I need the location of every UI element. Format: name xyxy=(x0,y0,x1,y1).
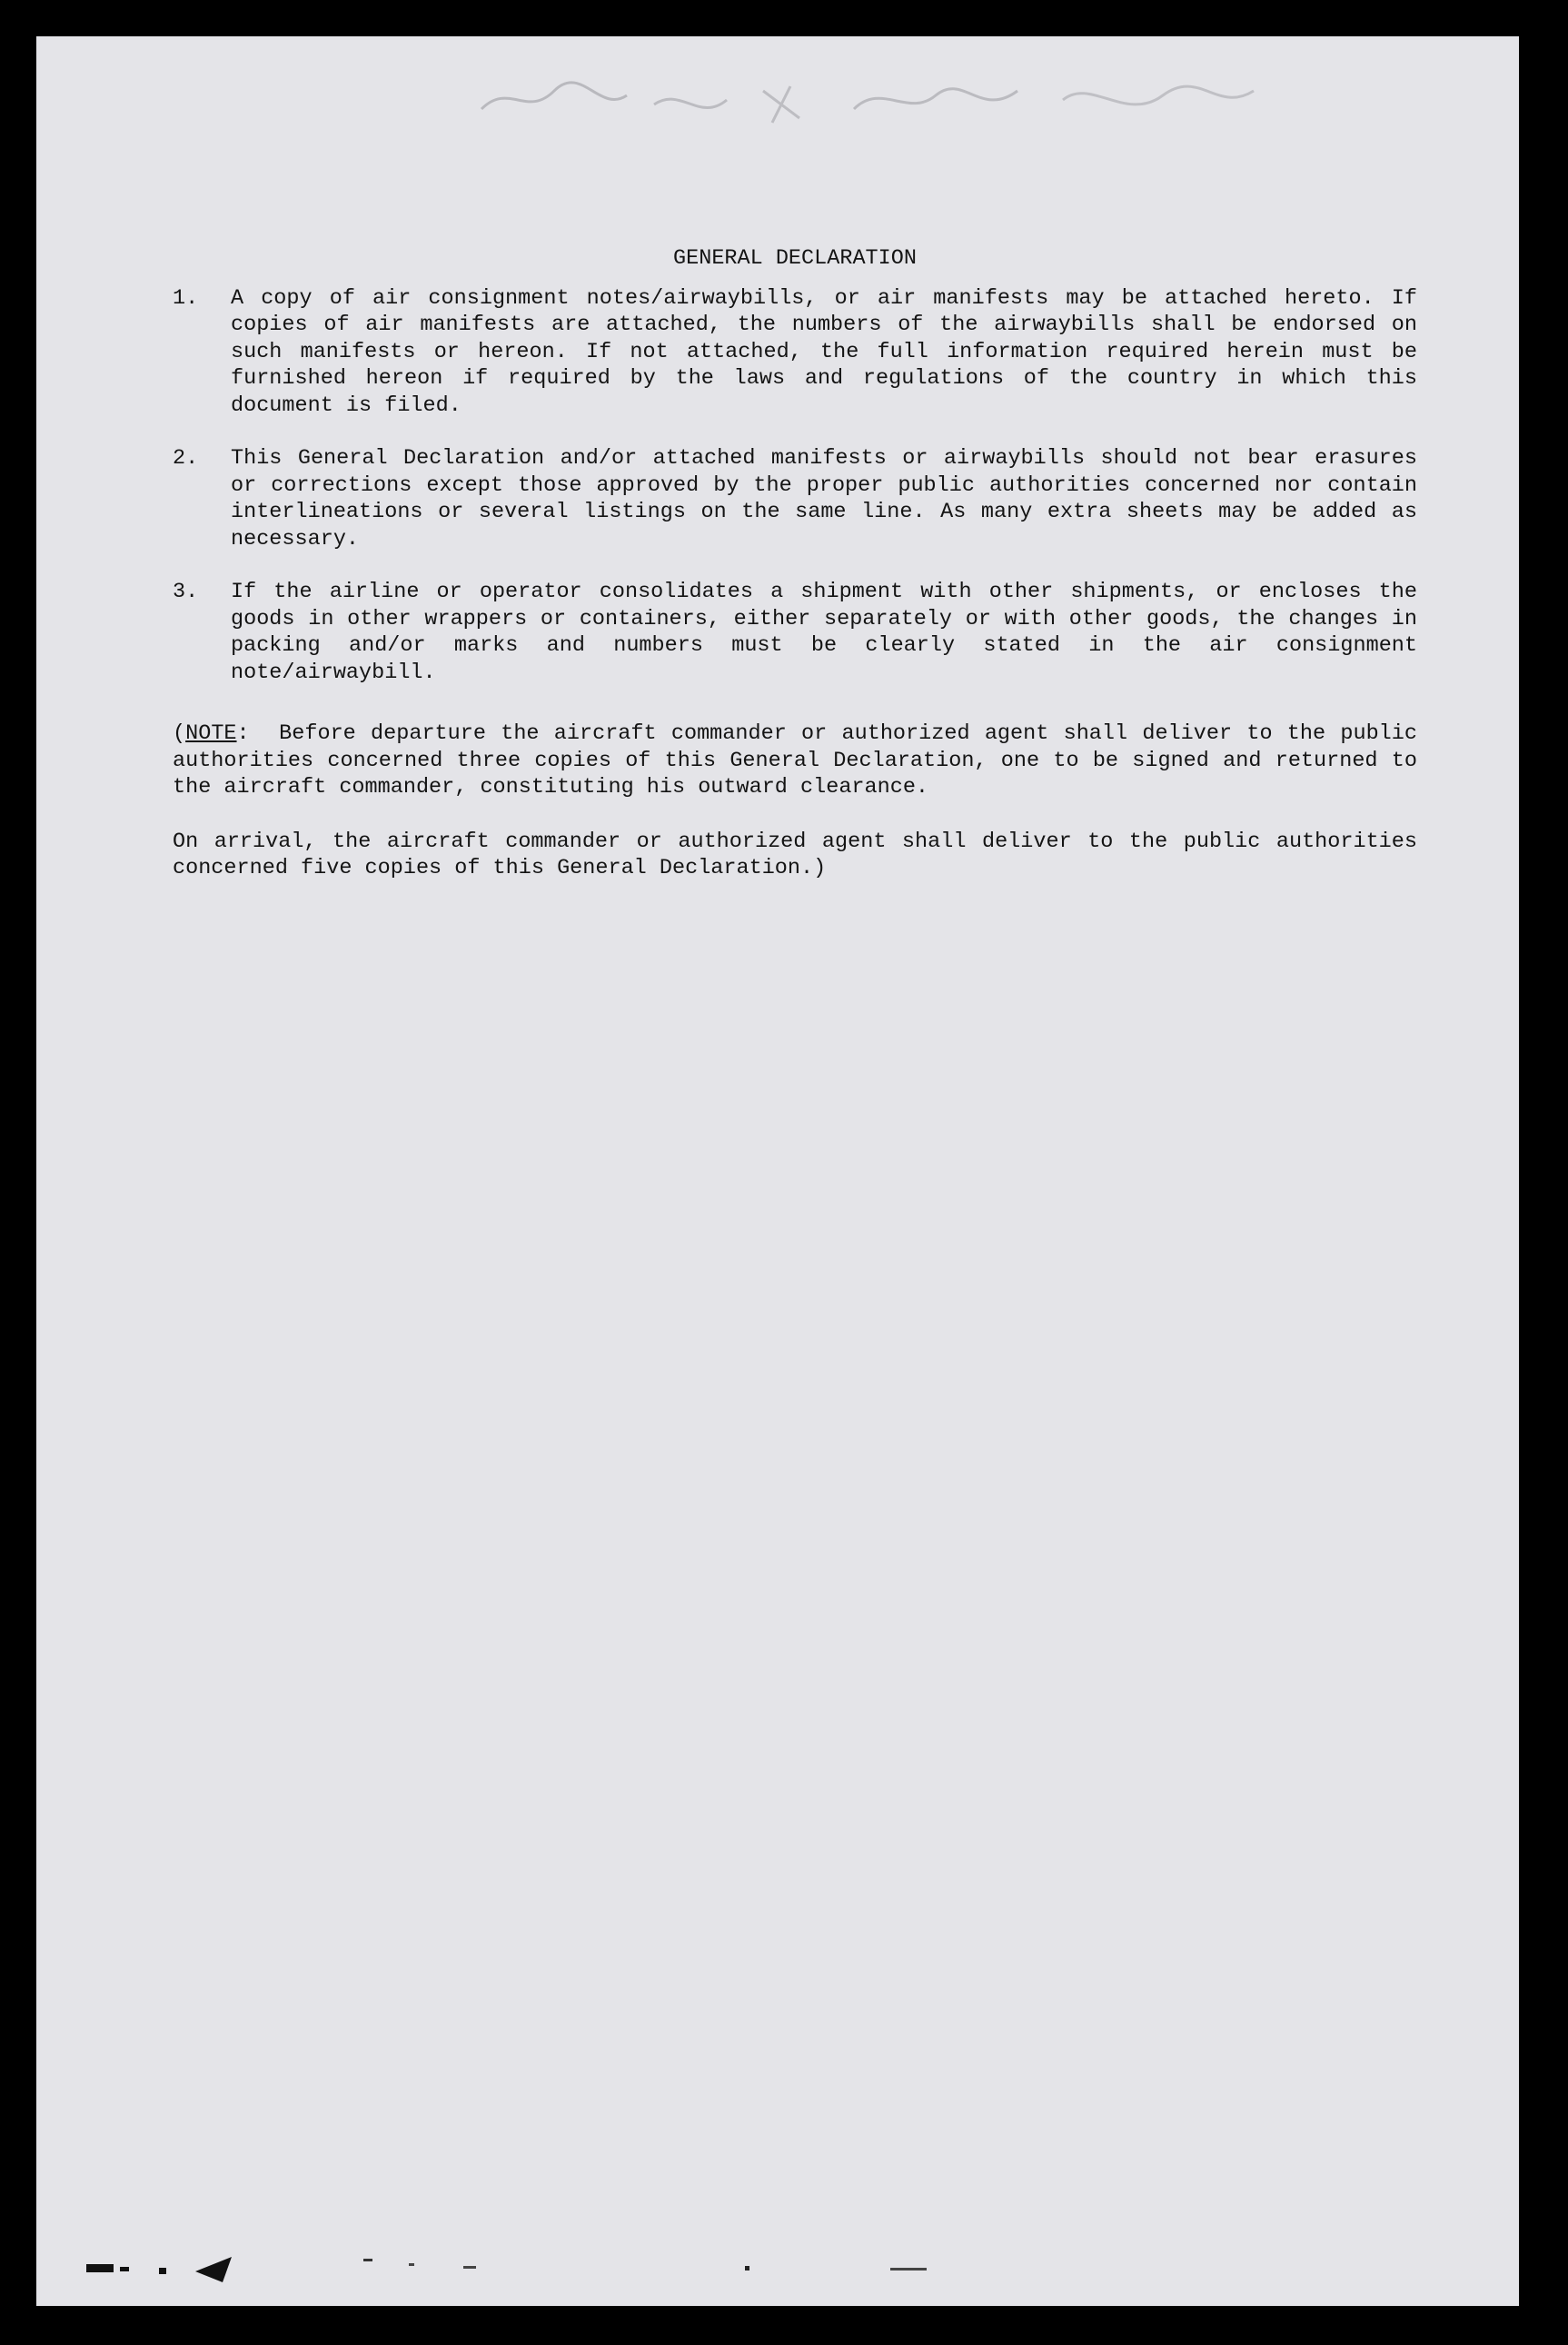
item-number: 3. xyxy=(173,580,199,604)
note-paragraph-departure xyxy=(173,720,1417,801)
list-item xyxy=(173,285,1417,420)
scan-artifacts xyxy=(36,2233,1519,2306)
note-section xyxy=(173,720,1417,882)
declaration-text xyxy=(173,245,1417,909)
note-text-departure: Before departure the aircraft commander or authorized agent shall deliver to the public authorities concerned three copies of this General Declaration, one to be signed and returned to the aircraft commander, constituting his outward clearance. xyxy=(173,721,1417,800)
note-label: NOTE xyxy=(185,721,237,746)
item-text: A copy of air consignment notes/airwaybills, or air manifests may be attached hereto. If copies of air manifests are attached, the numbers of the airwaybills shall be endorsed on such manifests or hereon. If not attached, the full information required herein must be furnished hereon if required by the laws and regulations of the country in which this document is filed. xyxy=(231,285,1417,418)
note-open-paren: ( xyxy=(173,721,186,746)
item-number: 2. xyxy=(173,446,199,471)
note-label-colon: : xyxy=(236,721,250,746)
item-text: This General Declaration and/or attached manifests or airwaybills should not bear erasures or corrections except those approved by the proper public authorities concerned nor contain interlineations or several listings on the same line. As many extra sheets may be added as necessary. xyxy=(231,446,1417,551)
bleed-through-handwriting xyxy=(472,64,1272,136)
document-page xyxy=(36,36,1519,2306)
list-item xyxy=(173,445,1417,552)
page-title: GENERAL DECLARATION xyxy=(673,246,917,271)
note-paragraph-arrival: On arrival, the aircraft commander or authorized agent shall deliver to the public authorities concerned five copies of this General Declaration.) xyxy=(173,829,1417,880)
item-text: If the airline or operator consolidates a shipment with other shipments, or encloses the goods in other wrappers or containers, either separately or with other goods, the changes in packing and/or marks and numbers must be clearly stated in the air consignment note/airwaybill. xyxy=(231,580,1417,685)
list-item xyxy=(173,579,1417,686)
item-number: 1. xyxy=(173,285,199,311)
